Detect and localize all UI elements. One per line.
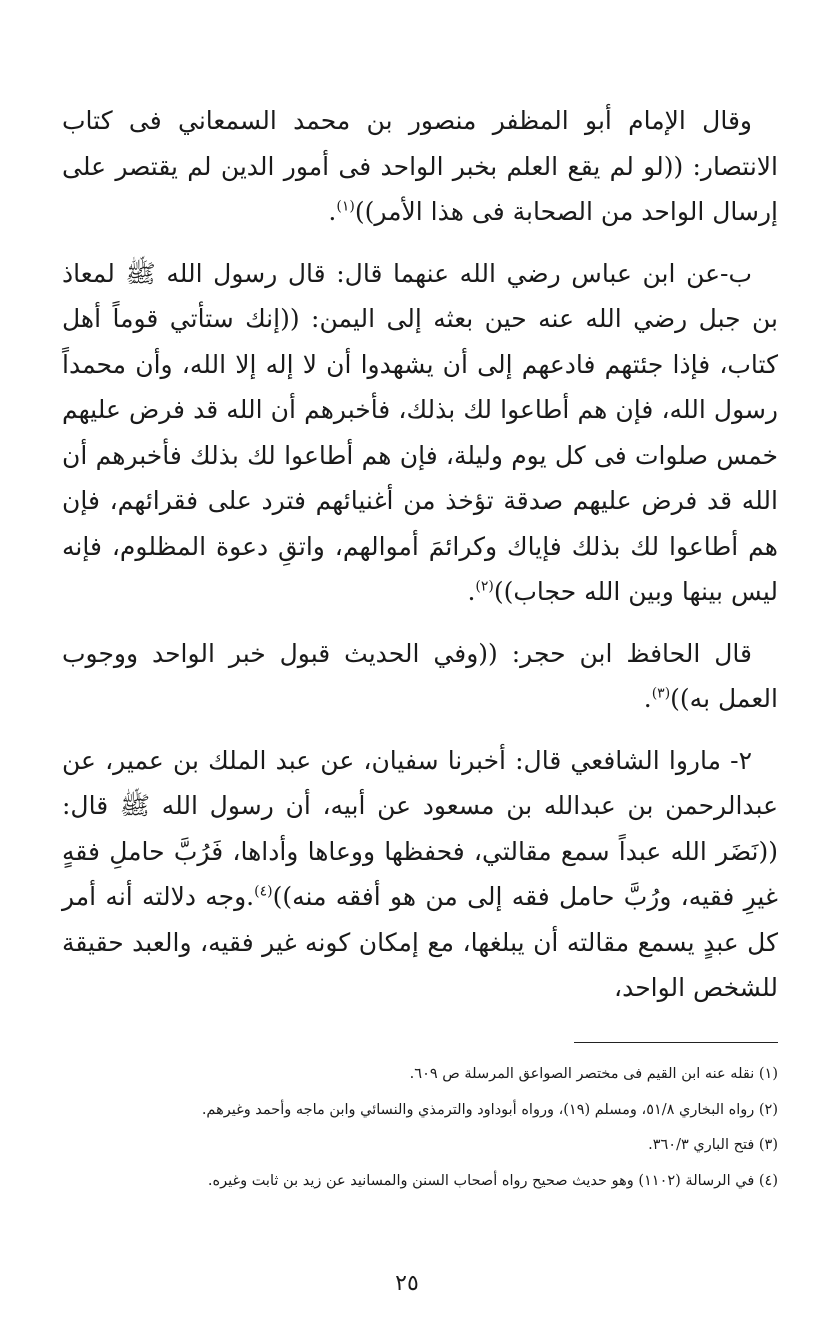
paragraph-2-text: ب-عن ابن عباس رضي الله عنهما قال: قال رسول الله ﷺ لمعاذ بن جبل رضي الله عنه حين بعثه إلى اليمن: ((إنك ستأتي قوماً أهل كتاب، فإذا جئتهم فادعهم إلى أن يشهدوا أن لا إله إلا الله، وأن محمداً رسول الله، فإن هم أطاعوا لك بذلك، فأخبرهم أن الله قد فرض عليهم خمس صلوات فى كل يوم وليلة، فإن هم أطاعوا لك بذلك فأخبرهم أن الله قد فرض عليهم صدقة تؤخذ من أغنيائهم فترد على فقرائهم، فإن هم أطاعوا لك بذلك فإياك وكرائمَ أموالهم، واتقِ دعوة المظلوم، فإنه ليس بينها وبين الله حجاب)) [62, 258, 778, 606]
paragraph-4-text: ٢- ماروا الشافعي قال: أخبرنا سفيان، عن عبد الملك بن عمير، عن عبدالرحمن بن عبدالله بن مسعود عن أبيه، أن رسول الله ﷺ قال: ((نَضَر الله عبداً سمع مقالتي، فحفظها ووعاها وأداها، فَرُبَّ حاملِ فقهٍ غيرِ فقيه، ورُبَّ حامل فقه إلى من هو أفقه منه)) [62, 745, 778, 911]
footnote-divider [574, 1042, 778, 1043]
footnote-ref-1: (١) [336, 198, 355, 215]
body-text [62, 98, 778, 1027]
footnote-1: (١) نقله عنه ابن القيم فى مختصر الصواعق المرسلة ص ٦٠٩. [409, 1066, 778, 1082]
paragraph-1-text: وقال الإمام أبو المظفر منصور بن محمد السمعاني فى كتاب الانتصار: ((لو لم يقع العلم بخبر الواحد فى أمور الدين لم يقتصر على إرسال الواحد من الصحابة فى هذا الأمر)) [62, 106, 778, 226]
footnote-4: (٤) في الرسالة (١١٠٢) وهو حديث صحيح رواه أصحاب السنن والمسانيد عن زيد بن ثابت وغيره. [207, 1172, 778, 1189]
footnotes [62, 1064, 778, 1206]
paragraph-2-tail: . [467, 577, 476, 606]
paragraph-3-text: قال الحافظ ابن حجر: ((وفي الحديث قبول خبر الواحد ووجوب العمل به)) [62, 638, 778, 713]
page-number: ٢٥ [395, 1271, 419, 1296]
paragraph-1-tail: . [328, 197, 337, 226]
footnote-ref-2: (٢) [475, 578, 494, 595]
footnote-2: (٢) رواه البخاري ٥١/٨، ومسلم (١٩)، ورواه أبوداود والترمذي والنسائي وابن ماجه وأحمد وغيرهم. [201, 1101, 778, 1118]
footnote-ref-3: (٣) [651, 685, 671, 702]
paragraph-3-tail: . [643, 684, 652, 713]
footnote-ref-4: (٤) [254, 883, 273, 900]
paragraph-1 [62, 98, 778, 235]
paragraph-2 [62, 251, 778, 615]
paragraph-3 [62, 631, 778, 722]
footnote-3: (٣) فتح الباري ٣٦٠/٣. [648, 1137, 778, 1154]
paragraph-4 [62, 738, 778, 1011]
paragraph-4-tail: .وجه دلالته أنه أمر كل عبدٍ يسمع مقالته أن يبلغها، مع إمكان كونه غير فقيه، والعبد حقيقة للشخص الواحد، [62, 882, 778, 1002]
